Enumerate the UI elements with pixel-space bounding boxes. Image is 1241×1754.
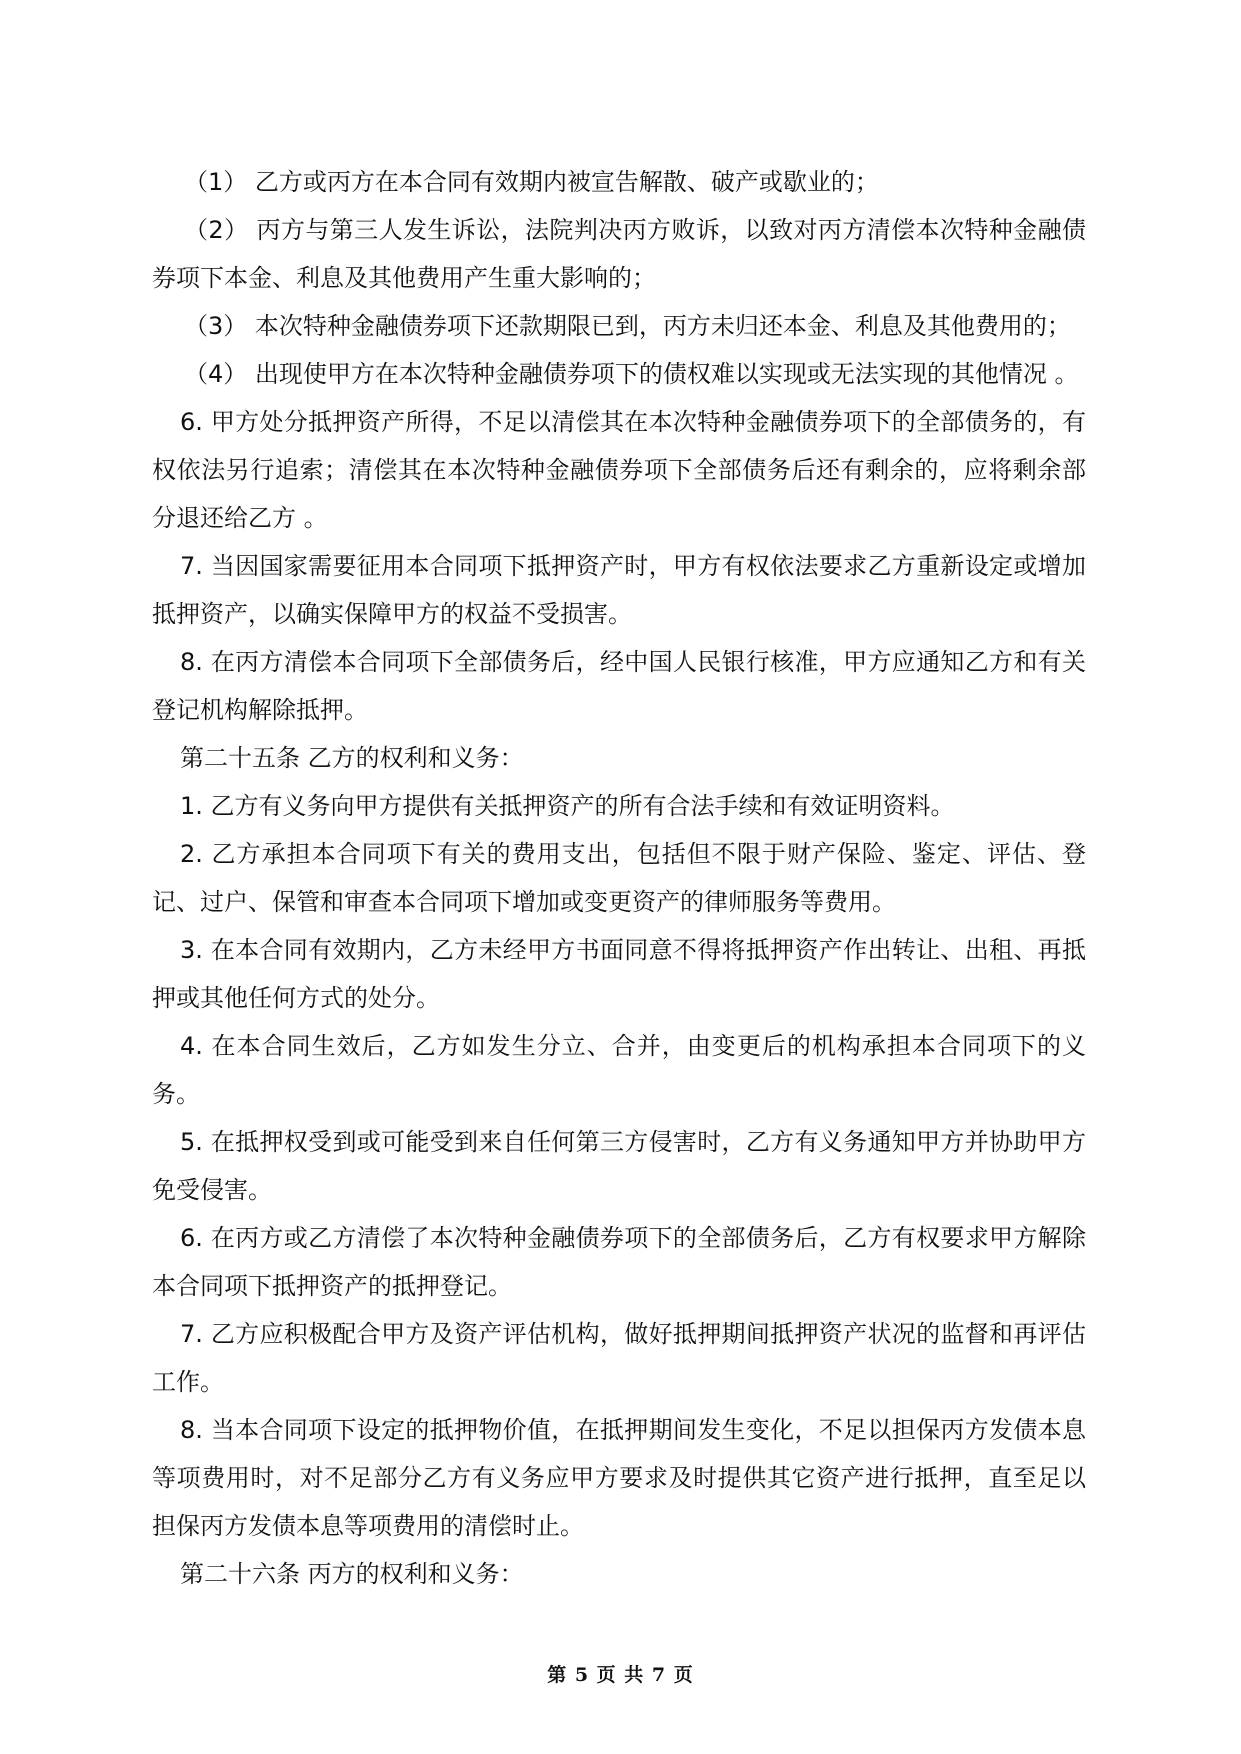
article-25-item-2: 2. 乙方承担本合同项下有关的费用支出，包括但不限于财产保险、鉴定、评估、登记、过户、保管和审查本合同项下增加或变更资产的律师服务等费用。 bbox=[152, 840, 1086, 916]
paragraph-item-6: 6. 甲方处分抵押资产所得，不足以清偿其在本次特种金融债券项下的全部债务的，有权依法另行追索；清偿其在本次特种金融债券项下全部债务后还有剩余的，应将剩余部分退还给乙方 。 bbox=[152, 408, 1086, 532]
paragraph-clause-3: （3） 本次特种金融债券项下还款期限已到，丙方未归还本金、利息及其他费用的； bbox=[184, 312, 1071, 340]
paragraph-item-8: 8. 在丙方清偿本合同项下全部债务后，经中国人民银行核准，甲方应通知乙方和有关登记机构解除抵押。 bbox=[152, 648, 1086, 724]
article-25-item-8: 8. 当本合同项下设定的抵押物价值，在抵押期间发生变化，不足以担保丙方发债本息等项费用时，对不足部分乙方有义务应甲方要求及时提供其它资产进行抵押，直至足以担保丙方发债本息等项费用的清偿时止。 bbox=[152, 1416, 1086, 1540]
paragraph-clause-4: （4） 出现使甲方在本次特种金融债券项下的债权难以实现或无法实现的其他情况 。 bbox=[184, 360, 1079, 388]
paragraph-item-7: 7. 当因国家需要征用本合同项下抵押资产时，甲方有权依法要求乙方重新设定或增加抵押资产，以确实保障甲方的权益不受损害。 bbox=[152, 552, 1086, 628]
paragraph-clause-2: （2） 丙方与第三人发生诉讼，法院判决丙方败诉，以致对丙方清偿本次特种金融债券项下本金、利息及其他费用产生重大影响的； bbox=[152, 216, 1086, 292]
article-25-item-7: 7. 乙方应积极配合甲方及资产评估机构，做好抵押期间抵押资产状况的监督和再评估工作。 bbox=[152, 1320, 1086, 1396]
paragraph-clause-1: （1） 乙方或丙方在本合同有效期内被宣告解散、破产或歇业的； bbox=[184, 168, 879, 196]
article-25-item-3: 3. 在本合同有效期内，乙方未经甲方书面同意不得将抵押资产作出转让、出租、再抵押或其他任何方式的处分。 bbox=[152, 936, 1086, 1012]
document-body bbox=[152, 158, 1086, 1598]
article-25-item-5: 5. 在抵押权受到或可能受到来自任何第三方侵害时，乙方有义务通知甲方并协助甲方免受侵害。 bbox=[152, 1128, 1086, 1204]
article-25-item-4: 4. 在本合同生效后，乙方如发生分立、合并，由变更后的机构承担本合同项下的义务。 bbox=[152, 1032, 1086, 1108]
article-25-item-1: 1. 乙方有义务向甲方提供有关抵押资产的所有合法手续和有效证明资料。 bbox=[180, 792, 955, 820]
page-number-footer: 第 5 页 共 7 页 bbox=[547, 1664, 694, 1686]
article-26-heading: 第二十六条 丙方的权利和义务： bbox=[180, 1560, 524, 1588]
article-25-heading: 第二十五条 乙方的权利和义务： bbox=[180, 744, 524, 772]
article-25-item-6: 6. 在丙方或乙方清偿了本次特种金融债券项下的全部债务后，乙方有权要求甲方解除本合同项下抵押资产的抵押登记。 bbox=[152, 1224, 1086, 1300]
